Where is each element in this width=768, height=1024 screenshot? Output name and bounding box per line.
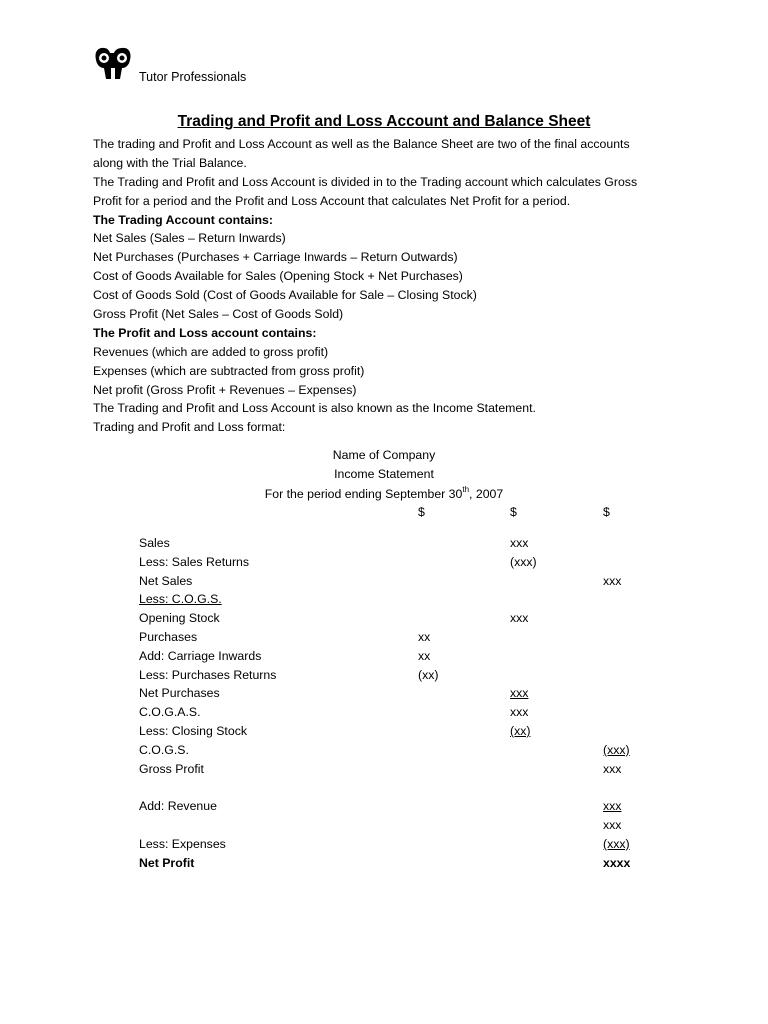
tutor-logo-icon (93, 46, 139, 80)
statement-col2-value: (xxx) (510, 554, 537, 569)
statement-row (0, 799, 768, 818)
statement-row-label: Sales (139, 536, 170, 550)
statement-row (0, 780, 768, 799)
body-line: Revenues (which are added to gross profit) (93, 344, 329, 359)
body-line: Net Purchases (Purchases + Carriage Inwards – Return Outwards) (93, 250, 458, 265)
body-line: Profit for a period and the Profit and Loss Account that calculates Net Profit for a period. (93, 193, 571, 208)
statement-row (0, 837, 768, 856)
statement-row-label: Gross Profit (139, 761, 204, 776)
period-superscript: th (462, 485, 470, 494)
statement-row (0, 743, 768, 762)
period-prefix: For the period ending September 30 (264, 487, 463, 502)
body-line: Net profit (Gross Profit + Revenues – Expenses) (93, 382, 357, 397)
statement-row-label: C.O.G.S. (139, 742, 189, 757)
statement-col2-value: (xx) (510, 724, 531, 738)
statement-row (0, 705, 768, 724)
body-line: Cost of Goods Sold (Cost of Goods Available for Sale – Closing Stock) (93, 288, 477, 303)
statement-col3-value: (xxx) (603, 742, 630, 757)
body-line: Expenses (which are subtracted from gross profit) (93, 363, 365, 378)
statement-col1-value: xx (418, 630, 431, 644)
statement-row-label: Net Sales (139, 573, 193, 588)
company-name: Name of Company (332, 448, 436, 462)
statement-row (0, 574, 768, 593)
body-text (93, 135, 693, 437)
statement-row (0, 592, 768, 611)
statement-row (0, 724, 768, 743)
statement-col3-value: xxx (603, 761, 622, 776)
body-line: along with the Trial Balance. (93, 155, 247, 170)
body-line: The Trading and Profit and Loss Account is divided in to the Trading account which calculates Gross (93, 174, 638, 189)
statement-col1-value: (xx) (418, 667, 439, 682)
statement-row-label: Less: Closing Stock (139, 724, 247, 738)
period-line (0, 486, 768, 501)
statement-row-label: Net Purchases (139, 686, 220, 701)
statement-col2-value: xxx (510, 611, 529, 626)
statement-heading: Income Statement (334, 467, 434, 481)
statement-col3-value: xxx (603, 573, 622, 588)
statement-row-label: Net Profit (139, 855, 195, 870)
body-line: Net Sales (Sales – Return Inwards) (93, 231, 286, 246)
statement-row-label: Add: Revenue (139, 799, 217, 814)
statement-col3-value: xxx (603, 818, 622, 832)
statement-col3-value: xxxx (603, 855, 631, 870)
statement-row-label: Purchases (139, 630, 198, 644)
statement-row (0, 818, 768, 837)
statement-row-label: Less: C.O.G.S. (139, 592, 222, 607)
body-line: The Trading Account contains: (93, 212, 273, 227)
statement-row (0, 686, 768, 705)
statement-row (0, 611, 768, 630)
body-line: Gross Profit (Net Sales – Cost of Goods Sold) (93, 307, 344, 322)
statement-row-label: Add: Carriage Inwards (139, 648, 262, 663)
currency-col-1: $ (418, 505, 425, 519)
statement-col1-value: xx (418, 648, 431, 663)
body-line: The Trading and Profit and Loss Account is also known as the Income Statement. (93, 401, 536, 416)
statement-row-label: Less: Expenses (139, 836, 226, 851)
statement-row (0, 762, 768, 781)
statement-row-label: C.O.G.A.S. (139, 705, 201, 720)
body-line: The trading and Profit and Loss Account as well as the Balance Sheet are two of the final accounts (93, 137, 630, 151)
body-line: The Profit and Loss account contains: (93, 325, 317, 340)
statement-col3-value: (xxx) (603, 836, 630, 851)
currency-col-3: $ (603, 505, 610, 519)
statement-col3-value: xxx (603, 799, 622, 814)
statement-row (0, 536, 768, 555)
statement-row-label: Less: Purchases Returns (139, 667, 277, 682)
currency-col-2: $ (510, 505, 517, 519)
statement-row (0, 649, 768, 668)
statement-row-label: Less: Sales Returns (139, 554, 250, 569)
period-suffix: , 2007 (469, 487, 504, 502)
brand-name: Tutor Professionals (139, 70, 247, 84)
statement-row (0, 555, 768, 574)
statement-row (0, 856, 768, 875)
statement-col2-value: xxx (510, 686, 529, 701)
statement-row-label: Opening Stock (139, 611, 220, 626)
statement-row (0, 668, 768, 687)
document-title: Trading and Profit and Loss Account and Balance Sheet (177, 113, 591, 130)
body-line: Cost of Goods Available for Sales (Opening Stock + Net Purchases) (93, 269, 463, 284)
statement-row (0, 630, 768, 649)
statement-col2-value: xxx (510, 536, 529, 550)
body-line: Trading and Profit and Loss format: (93, 420, 286, 435)
statement-col2-value: xxx (510, 705, 529, 720)
